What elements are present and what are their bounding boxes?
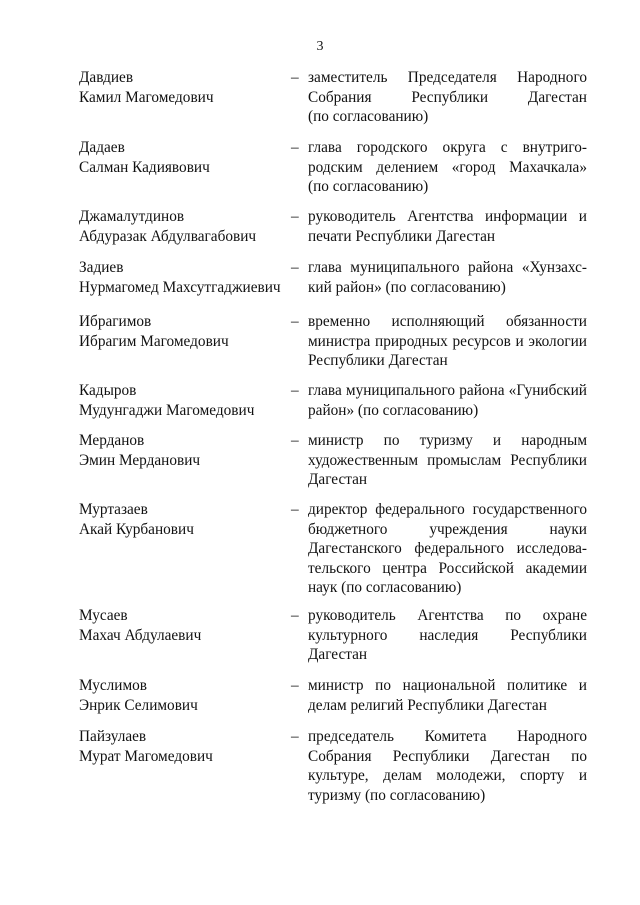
person-role [308,68,587,127]
person-role [308,138,587,197]
person-surname: Задиев [79,259,124,276]
person-name [79,606,284,645]
dash-separator: – [291,677,299,694]
role-line: Республики Дагестан [308,352,448,369]
person-given-name: Камил Магомедович [79,88,214,106]
dash-separator: – [291,607,299,624]
person-given-name: Энрик Селимович [79,696,198,714]
role-line: (по согласованию) [308,108,429,125]
role-line: Дагестан [308,646,368,663]
role-line: наук (по согласованию) [308,579,462,596]
person-given-name: Мурат Магомедович [79,747,213,765]
dash-separator: – [291,501,299,518]
role-line: печати Республики Дагестан [308,227,496,245]
person-name [79,312,284,351]
person-name [79,138,284,177]
person-surname: Кадыров [79,382,137,399]
role-line: бюджетного учреждения науки [308,520,587,538]
role-line: Дагестанского федерального исследова- [308,540,587,557]
role-line: культурного наследия Республики [308,626,587,644]
person-surname: Мерданов [79,432,145,449]
dash-separator: – [291,728,299,745]
role-line: заместитель Председателя Народного [308,69,587,86]
person-surname: Давдиев [79,69,134,86]
role-line: руководитель Агентства по охране [308,607,587,624]
role-line: художественным промыслам Республики [308,451,587,469]
person-name [79,68,284,107]
person-role [308,727,587,805]
person-given-name: Махач Абдулаевич [79,626,202,644]
person-role [308,207,587,246]
person-role [308,312,587,371]
role-line: директор федерального государственного [308,501,587,518]
role-line: руководитель Агентства информации и [308,208,587,225]
role-line: родским делением «город Махачкала» [308,158,587,176]
role-line: глава городского округа с внутриго- [308,139,587,156]
role-line: Собрания Республики Дагестан по [308,747,587,765]
dash-separator: – [291,313,299,330]
person-surname: Муртазаев [79,501,148,518]
role-line: Собрания Республики Дагестан [308,88,587,106]
role-line: туризму (по согласованию) [308,786,486,804]
person-role [308,676,587,715]
person-role [308,381,587,420]
role-line: председатель Комитета Народного [308,728,587,745]
role-line: район» (по согласованию) [308,401,479,419]
person-given-name: Нурмагомед Махсутгаджиевич [79,278,281,296]
person-surname: Муслимов [79,677,148,694]
person-role [308,500,587,598]
person-name [79,431,284,470]
role-line: глава муниципального района «Гунибский [308,382,587,399]
person-name [79,676,284,715]
person-given-name: Ибрагим Магомедович [79,332,229,350]
person-name [79,381,284,420]
role-line: временно исполняющий обязанности [308,313,587,330]
person-surname: Дадаев [79,139,125,156]
role-line: министр по туризму и народным [308,432,587,449]
person-name [79,727,284,766]
person-name [79,207,284,246]
role-line: кий район» (по согласованию) [308,278,506,296]
dash-separator: – [291,259,299,276]
dash-separator: – [291,69,299,86]
person-name [79,500,284,539]
person-role [308,431,587,490]
dash-separator: – [291,432,299,449]
person-surname: Мусаев [79,607,128,624]
dash-separator: – [291,208,299,225]
role-line: глава муниципального района «Хунзахс- [308,259,587,276]
role-line: культуре, делам молодежи, спорту и [308,767,587,784]
person-role [308,258,587,297]
role-line: (по согласованию) [308,178,429,195]
person-role [308,606,587,665]
role-line: министра природных ресурсов и экологии [308,332,587,350]
dash-separator: – [291,382,299,399]
person-given-name: Абдуразак Абдулвагабович [79,227,257,245]
role-line: тельского центра Российской академии [308,559,587,577]
person-given-name: Эмин Мерданович [79,451,201,469]
person-surname: Ибрагимов [79,313,152,330]
dash-separator: – [291,139,299,156]
person-surname: Пайзулаев [79,728,147,745]
person-given-name: Акай Курбанович [79,520,194,538]
role-line: Дагестан [308,471,368,488]
person-given-name: Салман Кадиявович [79,158,210,176]
role-line: министр по национальной политике и [308,677,587,694]
role-line: делам религий Республики Дагестан [308,696,547,714]
person-name [79,258,284,297]
page-number: 3 [316,39,324,54]
person-given-name: Мудунгаджи Магомедович [79,401,255,419]
person-surname: Джамалутдинов [79,208,185,225]
